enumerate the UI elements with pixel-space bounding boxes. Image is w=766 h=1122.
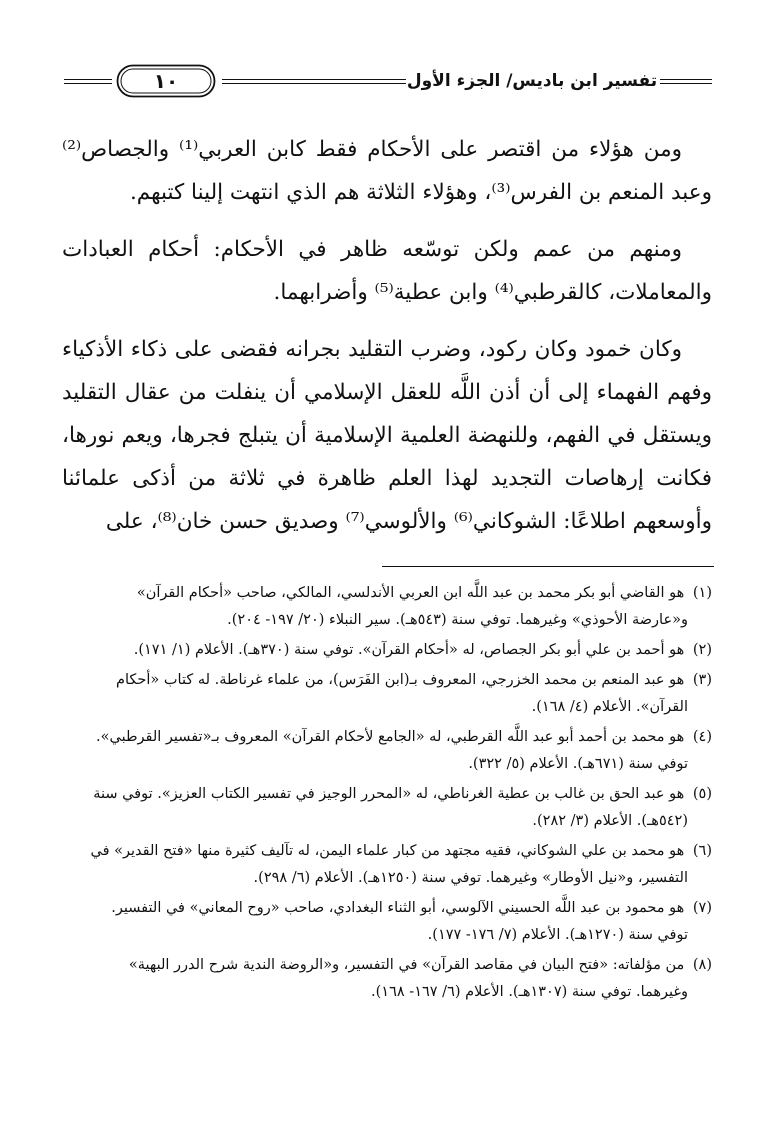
footnote-continuation: توفي سنة (٦٧١هـ). الأعلام (٥/ ٣٢٢). [468, 756, 688, 772]
header-rule-middle [222, 79, 406, 84]
footnote-continuation: القرآن». الأعلام (٤/ ١٦٨). [531, 699, 688, 715]
page-header [64, 62, 712, 102]
footnote-text: هو أحمد بن علي أبو بكر الجصاص، له «أحكام القرآن». توفي سنة (٣٧٠هـ). الأعلام (١/ ١٧١). [133, 642, 685, 658]
footnotes [62, 580, 712, 1009]
footnote-text: هو عبد الحق بن غالب بن عطية الغرناطي، له «المحرر الوجيز في تفسير الكتاب العزيز». توفي سنة [93, 786, 685, 802]
footnote-continuation: و«عارضة الأحوذي» وغيرهما. توفي سنة (٥٤٣هـ). سير النبلاء (٢٠/ ١٩٧- ٢٠٤). [227, 612, 688, 628]
footnote-continuation: توفي سنة (١٢٧٠هـ). الأعلام (٧/ ١٧٦- ١٧٧). [427, 927, 688, 943]
footnote [62, 724, 712, 778]
footnote-mark: (٢) [692, 642, 712, 658]
footnote [62, 952, 712, 1006]
footnote [62, 580, 712, 634]
footnote-text: هو القاضي أبو بكر محمد بن عبد اللَّه ابن العربي الأندلسي، المالكي، صاحب «أحكام القرآن» [136, 585, 685, 601]
footnote [62, 895, 712, 949]
footnote-mark: (٧) [692, 900, 712, 916]
footnote [62, 838, 712, 892]
footnote [62, 637, 712, 664]
footnote-separator [382, 566, 714, 567]
footnote-text: هو محمد بن أحمد أبو عبد اللَّه القرطبي، له «الجامع لأحكام القرآن» المعروف بـ«تفسير القرطبي». [96, 729, 685, 745]
paragraph: وكان خمود وكان ركود، وضرب التقليد بجرانه فقضى على ذكاء الأذكياء وفهم الفهماء إلى أن أذن اللَّه للعقل الإسلامي أن ينفلت من عقال التقليد ويستقل في الفهم، وللنهضة العلمية الإسلامية أن يتبلج فجرها، ويعم نورها، فكانت إرهاصات التجديد لهذا العلم ظاهرة في ثلاثة من أذكى علمائنا وأوسعهم اطلاعًا: الشوكاني⁽⁶⁾ والألوسي⁽⁷⁾ وصديق حسن خان⁽⁸⁾، على [62, 337, 712, 534]
footnote-text: من مؤلفاته: «فتح البيان في مقاصد القرآن» في التفسير، و«الروضة الندية شرح الدرر البهية» [128, 957, 685, 973]
footnote-mark: (٨) [692, 957, 712, 973]
paragraph: ومن هؤلاء من اقتصر على الأحكام فقط كابن العربي⁽¹⁾ والجصاص⁽²⁾ وعبد المنعم بن الفرس⁽³⁾، وهؤلاء الثلاثة هم الذي انتهت إلينا كتبهم. [62, 137, 712, 205]
main-text [62, 128, 712, 557]
header-rule-left [64, 79, 112, 84]
page-number: ١٠ [153, 69, 179, 93]
footnote-mark: (٤) [692, 729, 712, 745]
footnote-mark: (١) [692, 585, 712, 601]
running-title: تفسير ابن باديس/ الجزء الأول [406, 71, 658, 91]
footnote-text: هو محمود بن عبد اللَّه الحسيني الآلوسي، أبو الثناء البغدادي، صاحب «روح المعاني» في التفسير. [111, 900, 685, 916]
footnote [62, 667, 712, 721]
page-number-badge [116, 64, 216, 98]
footnote-text: هو محمد بن علي الشوكاني، فقيه مجتهد من كبار علماء اليمن، له تآليف كثيرة منها «فتح القدير» في [90, 843, 685, 859]
footnote-continuation: التفسير، و«نيل الأوطار» وغيرهما. توفي سنة (١٢٥٠هـ). الأعلام (٦/ ٢٩٨). [253, 870, 688, 886]
footnote-mark: (٥) [692, 786, 712, 802]
footnote [62, 781, 712, 835]
footnote-continuation: وغيرهما. توفي سنة (١٣٠٧هـ). الأعلام (٦/ ١٦٧- ١٦٨). [371, 984, 688, 1000]
header-rule-right [660, 79, 712, 84]
paragraph: ومنهم من عمم ولكن توسّعه ظاهر في الأحكام: أحكام العبادات والمعاملات، كالقرطبي⁽⁴⁾ وابن عطية⁽⁵⁾ وأضرابهما. [62, 237, 712, 305]
footnote-mark: (٣) [692, 672, 712, 688]
footnote-mark: (٦) [692, 843, 712, 859]
footnote-text: هو عبد المنعم بن محمد الخزرجي، المعروف بـ(ابن الفَرَس)، من علماء غرناطة. له كتاب «أحكام [116, 672, 685, 688]
footnote-continuation: (٥٤٢هـ). الأعلام (٣/ ٢٨٢). [532, 813, 688, 829]
